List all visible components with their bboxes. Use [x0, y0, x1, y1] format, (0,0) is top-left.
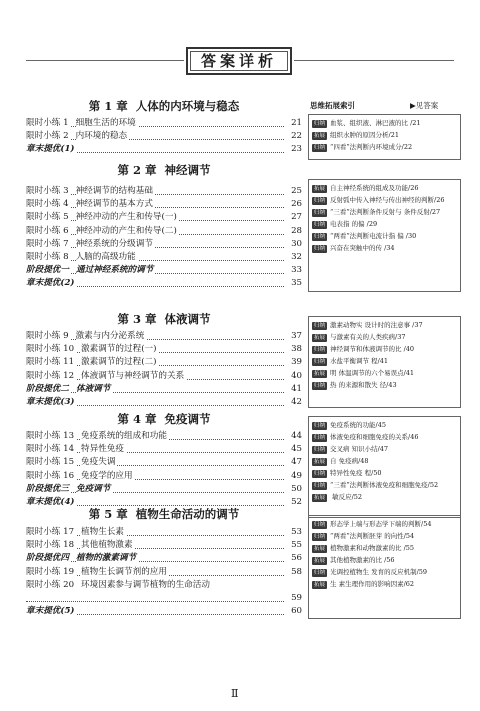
- toc-label: 阶段提优一: [26, 265, 69, 276]
- chapter-heading: [26, 98, 302, 114]
- toc-row[interactable]: [26, 343, 302, 356]
- index-item-text: 形态学上端与形态学下端的判断/54: [330, 520, 432, 528]
- toc-page: 45: [291, 444, 302, 455]
- index-header: [310, 100, 460, 111]
- index-item-text: 明 体温调节的六个易误点/41: [330, 369, 415, 377]
- index-item-text: 激素动物实 设计时的注意事 /37: [330, 321, 423, 329]
- index-tag-badge: 拓展: [314, 186, 326, 192]
- toc-page: 23: [291, 144, 302, 155]
- index-item[interactable]: [312, 368, 457, 378]
- toc-page: 40: [291, 370, 302, 381]
- toc-label: 限时小练 3: [26, 186, 69, 196]
- toc-text: 特异性免疫: [81, 444, 125, 455]
- toc-page: 21: [291, 118, 302, 128]
- page-number: Ⅱ: [231, 687, 239, 700]
- index-item[interactable]: [312, 195, 457, 205]
- index-item[interactable]: [312, 130, 457, 140]
- page-title: 答案详析: [200, 52, 277, 70]
- index-item-text: 植物激素和动物激素的比 /55: [330, 544, 415, 552]
- index-item[interactable]: [312, 219, 457, 229]
- index-box: [308, 114, 461, 160]
- toc-page: 25: [291, 186, 302, 196]
- toc-text: 神经冲动的产生和传导(二): [75, 225, 177, 236]
- index-item-text: 电表指 的偏 /29: [330, 220, 378, 228]
- toc-text: 免疫调节: [75, 483, 111, 494]
- index-tag-badge: 归纳: [314, 210, 326, 216]
- toc-row[interactable]: [26, 592, 302, 605]
- toc-row[interactable]: [26, 198, 302, 211]
- toc-page: 42: [291, 397, 302, 407]
- index-item[interactable]: [312, 519, 457, 529]
- toc-page: 39: [291, 357, 302, 368]
- toc-label: 限时小练 2: [26, 131, 69, 142]
- toc-text: 人脑的高级功能: [75, 252, 136, 262]
- toc-row[interactable]: [26, 539, 302, 552]
- toc-row[interactable]: [26, 443, 302, 456]
- toc-page: 30: [291, 238, 302, 249]
- index-item-text: 兴奋在突触中的传 /34: [330, 244, 395, 252]
- chapter-title: 神经调节: [164, 163, 211, 177]
- toc-label: 限时小练 16: [26, 470, 75, 481]
- index-tag: ▶见答案: [410, 101, 439, 110]
- chapter-title: 植物生命活动的调节: [135, 507, 240, 521]
- toc-text: 内环境的稳态: [75, 131, 128, 142]
- toc-page: 52: [291, 497, 302, 507]
- toc-row[interactable]: [26, 605, 302, 618]
- index-item-text: 神经调节和体液调节的比 /40: [330, 345, 415, 353]
- index-tag-badge: 拓展: [314, 546, 326, 552]
- index-item[interactable]: [312, 456, 457, 466]
- toc-page: 44: [291, 431, 302, 441]
- toc-row[interactable]: [26, 225, 302, 238]
- toc-text: 神经冲动的产生和传导(一): [75, 212, 177, 223]
- index-tag-badge: 归纳: [314, 570, 326, 576]
- toc-label: 限时小练 12: [26, 370, 75, 381]
- toc-label: 限时小练 14: [26, 444, 75, 455]
- index-tag-badge: 拓展: [314, 371, 326, 377]
- index-item[interactable]: [312, 243, 457, 253]
- toc-page: 60: [291, 606, 302, 617]
- index-item[interactable]: [312, 492, 457, 502]
- toc-row[interactable]: [26, 117, 302, 130]
- index-tag-badge: 归纳: [314, 435, 326, 441]
- index-tag-badge: 归纳: [314, 323, 326, 329]
- index-tag-badge: 归纳: [314, 471, 326, 477]
- toc-row[interactable]: [26, 456, 302, 469]
- index-item-text: 自 免疫病/48: [330, 457, 369, 465]
- toc-page: 58: [291, 566, 302, 577]
- toc-row[interactable]: [26, 130, 302, 143]
- chapter-number: 第 4 章: [117, 412, 157, 426]
- index-item-text: 血浆、组织液、淋巴液的比 /21: [330, 119, 421, 127]
- index-tag-badge: 拓展: [314, 495, 326, 501]
- index-item-text: “三看”法判断体液免疫和细胞免疫/52: [330, 481, 439, 489]
- index-item-text: 水盐平衡调节 程/41: [330, 357, 389, 365]
- index-box: [308, 179, 461, 292]
- index-item-text: 与激素有关的人类疾病/37: [330, 333, 406, 341]
- toc-row[interactable]: [26, 238, 302, 251]
- index-tag-badge: 归纳: [314, 383, 326, 389]
- index-tag-badge: 归纳: [314, 198, 326, 204]
- index-tag-badge: 归纳: [314, 447, 326, 453]
- toc-page: 33: [291, 265, 302, 276]
- toc-label: 限时小练 5: [26, 212, 69, 223]
- index-item[interactable]: [312, 142, 457, 152]
- index-item-text: 免疫系统的功能/45: [330, 421, 386, 429]
- toc-row[interactable]: [26, 251, 302, 264]
- index-item-text: 交叉病 知识小结/47: [330, 445, 389, 453]
- toc-text: 章末提优(5): [26, 606, 75, 617]
- toc-label: 限时小练 20: [26, 579, 75, 590]
- toc-row[interactable]: [26, 383, 302, 396]
- index-item-text: 热 的来源和散失 径/43: [330, 381, 397, 389]
- index-tag-badge: 归纳: [314, 121, 326, 127]
- toc-row[interactable]: [26, 483, 302, 496]
- toc-text: 植物的激素调节: [75, 553, 137, 564]
- index-item[interactable]: [312, 356, 457, 366]
- index-item[interactable]: [312, 320, 457, 330]
- toc-text: 通过神经系统的调节: [75, 265, 154, 276]
- toc-row[interactable]: [26, 396, 302, 409]
- toc-page: 32: [291, 252, 302, 262]
- index-item-text: 体液免疫和细胞免疫的关系/46: [330, 433, 419, 441]
- index-tag-badge: 拓展: [314, 459, 326, 465]
- index-tag-badge: 拓展: [314, 582, 326, 588]
- index-tag-badge: 归纳: [314, 359, 326, 365]
- index-item[interactable]: [312, 420, 457, 430]
- index-item[interactable]: [312, 468, 457, 478]
- chapter-number: 第 3 章: [117, 312, 157, 326]
- toc-label: 限时小练 18: [26, 540, 75, 551]
- index-item-text: “两看”法判断胚芽 的向性/54: [330, 532, 415, 540]
- toc-label: 限时小练 6: [26, 225, 69, 236]
- toc-text: 植物生长调节剂的应用: [81, 566, 167, 577]
- toc-row[interactable]: [26, 185, 302, 198]
- index-tag-badge: 归纳: [314, 234, 326, 240]
- toc-text: 体液调节: [75, 383, 111, 394]
- chapter-title: 免疫调节: [164, 412, 211, 426]
- toc-label: 阶段提优三: [26, 483, 69, 494]
- toc-text: 环境因素参与调节植物的生命活动: [81, 579, 210, 590]
- chapter-number: 第 1 章: [88, 99, 128, 113]
- toc-row[interactable]: [26, 430, 302, 443]
- toc-row[interactable]: [26, 470, 302, 483]
- index-item[interactable]: [312, 567, 457, 577]
- toc-page: 50: [291, 483, 302, 494]
- index-box: [308, 316, 461, 408]
- toc-row[interactable]: [26, 143, 302, 156]
- toc-row[interactable]: [26, 356, 302, 369]
- index-tag-badge: 归纳: [314, 522, 326, 528]
- toc-label: 限时小练 15: [26, 457, 75, 468]
- toc-page: 56: [291, 553, 302, 564]
- index-tag-badge: 拓展: [314, 133, 326, 139]
- index-item[interactable]: [312, 444, 457, 454]
- index-item-text: “四看”法判断内环境成分/22: [330, 143, 413, 151]
- toc-text: 章末提优(2): [26, 278, 75, 289]
- index-item-text: 生 素生理作用的影响因素/62: [330, 580, 415, 588]
- toc-text: 免疫学的应用: [81, 470, 133, 481]
- title-rule-left: [26, 60, 184, 61]
- chapter-number: 第 2 章: [117, 163, 157, 177]
- toc-page: 49: [291, 470, 302, 481]
- index-item-text: “两看”法判断电流计指 偏 /30: [330, 232, 417, 240]
- toc-row[interactable]: [26, 566, 302, 579]
- toc-text: 免疫失调: [81, 457, 116, 468]
- toc-text: 激素与内分泌系统: [75, 331, 145, 341]
- index-box: [308, 515, 461, 619]
- toc-text: 体液调节与神经调节的关系: [81, 370, 185, 381]
- toc-label: 限时小练 19: [26, 566, 75, 577]
- toc-label: 限时小练 9: [26, 331, 69, 341]
- index-item-text: 其他植物激素的比 /56: [330, 556, 395, 564]
- index-item[interactable]: [312, 555, 457, 565]
- toc-page: 53: [291, 527, 302, 537]
- index-item[interactable]: [312, 480, 457, 490]
- index-item[interactable]: [312, 207, 457, 217]
- toc-row[interactable]: [26, 526, 302, 539]
- index-box: [308, 416, 461, 518]
- toc-label: 限时小练 8: [26, 252, 69, 262]
- toc-page: 59: [291, 593, 302, 603]
- toc-label: 限时小练 13: [26, 431, 75, 441]
- toc-text: 植物生长素: [81, 527, 125, 537]
- toc-text: 激素调节的过程(二): [81, 357, 157, 368]
- toc-text: 激素调节的过程(一): [81, 344, 157, 355]
- toc-label: 限时小练 1: [26, 118, 69, 128]
- page-title-box: [186, 47, 292, 75]
- index-item-text: 自主神经系统的组成及功能/26: [330, 184, 419, 192]
- toc-label: 限时小练 10: [26, 344, 75, 355]
- index-item[interactable]: [312, 543, 457, 553]
- index-item-text: “三看”法判断条件反射与 条件反射/27: [330, 208, 441, 216]
- toc-row[interactable]: [26, 579, 302, 592]
- toc-text: 细胞生活的环境: [75, 118, 136, 128]
- title-rule-right: [294, 60, 454, 61]
- index-tag-badge: 归纳: [314, 483, 326, 489]
- index-tag-badge: 归纳: [314, 222, 326, 228]
- index-tag-badge: 归纳: [314, 423, 326, 429]
- toc-page: 55: [291, 540, 302, 551]
- index-item[interactable]: [312, 344, 457, 354]
- index-title: 思维拓展索引: [310, 101, 355, 110]
- chapter-heading: [26, 162, 302, 178]
- index-item[interactable]: [312, 380, 457, 390]
- toc-row[interactable]: [26, 264, 302, 277]
- index-item-text: 特异性免疫 程/50: [330, 469, 382, 477]
- index-tag-badge: 拓展: [314, 335, 326, 341]
- toc-page: 38: [291, 344, 302, 355]
- chapter-heading: [26, 311, 302, 327]
- toc-page: 41: [291, 383, 302, 394]
- index-item-text: 组织水肿的原因分析/21: [330, 131, 399, 139]
- index-tag-badge: 归纳: [314, 534, 326, 540]
- toc-row[interactable]: [26, 211, 302, 224]
- toc-label: 限时小练 17: [26, 527, 75, 537]
- index-item[interactable]: [312, 332, 457, 342]
- index-item[interactable]: [312, 118, 457, 128]
- index-tag-badge: 归纳: [314, 347, 326, 353]
- toc-text: 章末提优(1): [26, 144, 75, 155]
- toc-label: 限时小练 11: [26, 357, 75, 368]
- index-tag-badge: 归纳: [314, 145, 326, 151]
- chapter-title: 体液调节: [164, 312, 211, 326]
- toc-text: 章末提优(4): [26, 497, 75, 507]
- index-item[interactable]: [312, 531, 457, 541]
- toc-page: 35: [291, 278, 302, 289]
- toc-row[interactable]: [26, 552, 302, 565]
- toc-label: 限时小练 7: [26, 238, 69, 249]
- toc-row[interactable]: [26, 330, 302, 343]
- toc-row[interactable]: [26, 277, 302, 290]
- toc-page: 22: [291, 131, 302, 142]
- leader-dots: [26, 601, 284, 602]
- index-item[interactable]: [312, 183, 457, 193]
- toc-row[interactable]: [26, 370, 302, 383]
- toc-text: 章末提优(3): [26, 397, 75, 407]
- toc-text: 神经系统的分级调节: [75, 238, 153, 249]
- toc-page: 47: [291, 457, 302, 468]
- toc-text: 神经调节的结构基础: [75, 186, 153, 196]
- index-item[interactable]: [312, 231, 457, 241]
- toc-text: 免疫系统的组成和功能: [81, 431, 167, 441]
- toc-text: 其他植物激素: [81, 540, 133, 551]
- toc-label: 阶段提优二: [26, 383, 69, 394]
- toc-page: 26: [291, 199, 302, 210]
- chapter-heading: [26, 411, 302, 427]
- chapter-title: 人体的内环境与稳态: [135, 99, 240, 113]
- index-item-text: 敏反应/52: [330, 493, 363, 501]
- index-item-text: 光调控植物生 发育的反应机制/59: [330, 568, 428, 576]
- toc-page: 27: [291, 212, 302, 223]
- toc-label: 限时小练 4: [26, 199, 69, 210]
- index-item-text: 反射弧中传入神经与传出神经的判断/26: [330, 196, 445, 204]
- index-item[interactable]: [312, 579, 457, 589]
- index-tag-badge: 归纳: [314, 246, 326, 252]
- toc-label: 阶段提优四: [26, 553, 69, 564]
- chapter-number: 第 5 章: [88, 507, 128, 521]
- toc-page: 28: [291, 225, 302, 236]
- index-tag-badge: 拓展: [314, 558, 326, 564]
- toc-text: 神经调节的基本方式: [75, 199, 153, 210]
- toc-page: 37: [291, 331, 302, 341]
- index-item[interactable]: [312, 432, 457, 442]
